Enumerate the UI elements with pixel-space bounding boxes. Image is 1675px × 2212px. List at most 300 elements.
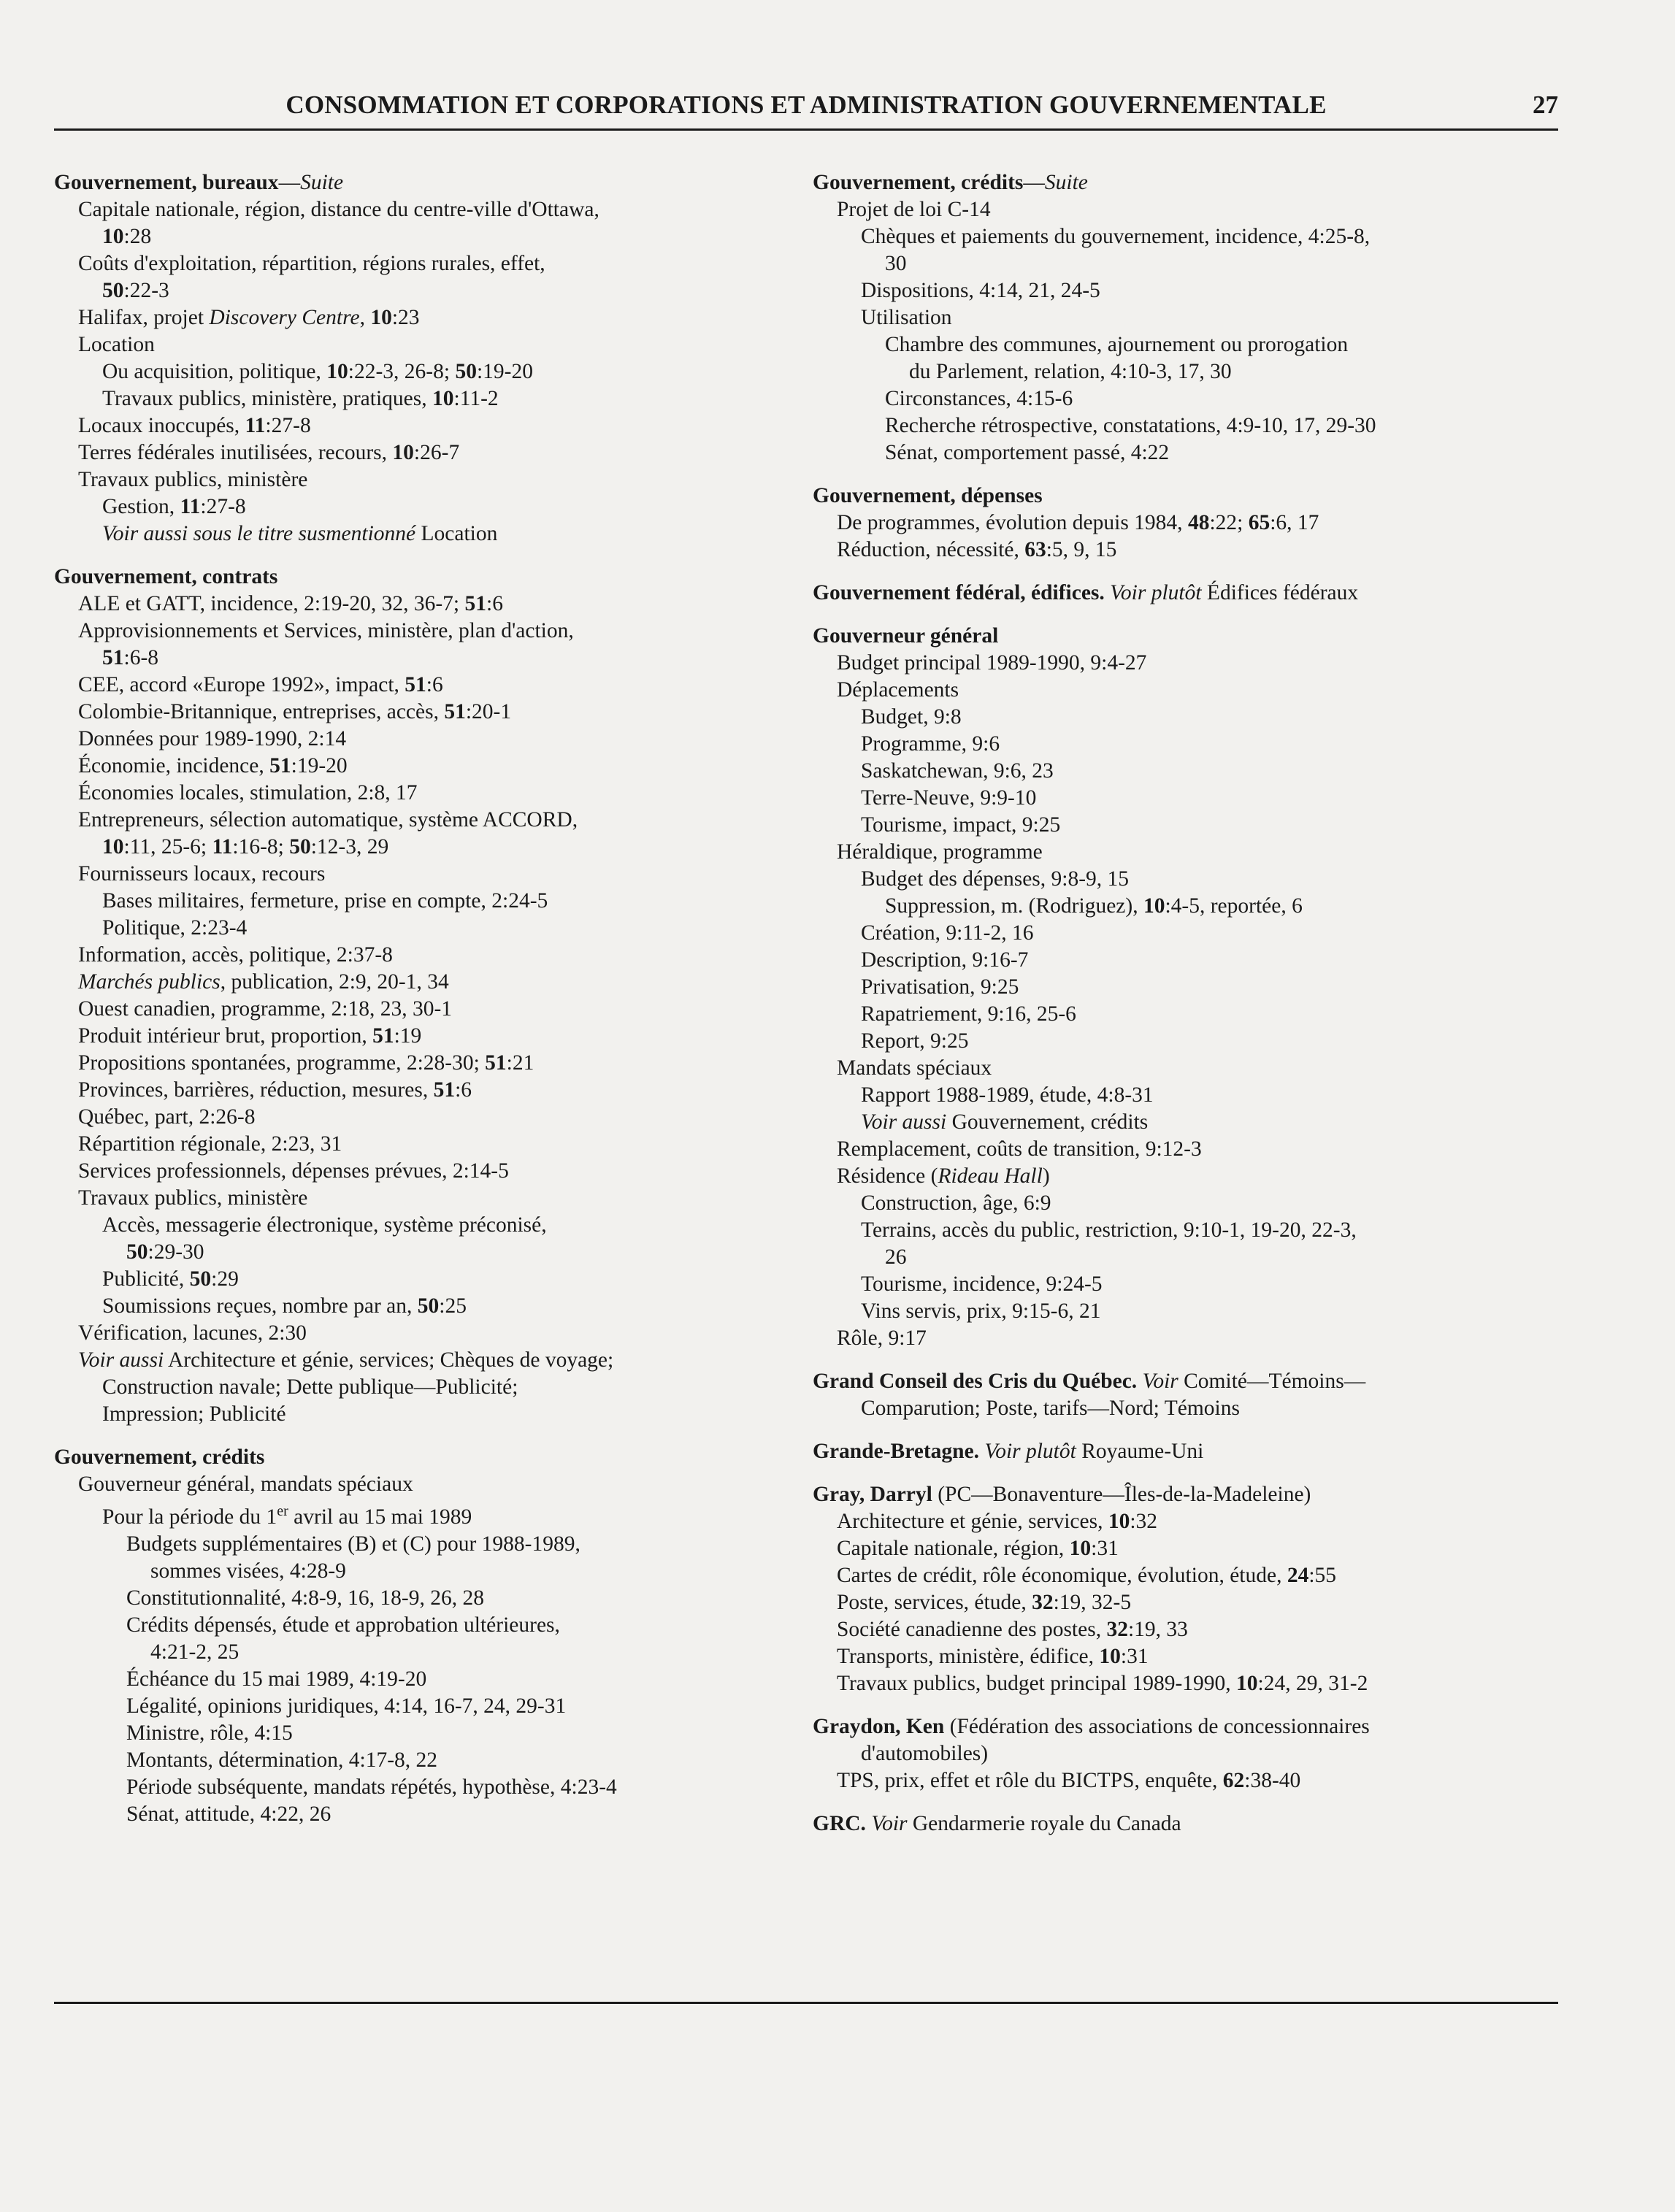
entry-reference: Comité—Témoins— (1178, 1370, 1366, 1393)
entry-text: Budget, 9:8 (861, 705, 962, 729)
index-entry-group (54, 169, 784, 548)
index-subentry (54, 1401, 784, 1428)
index-subentry (54, 915, 784, 942)
entry-text: :11, 25-6; (123, 835, 212, 859)
entry-heading-text: Gouvernement, crédits (813, 171, 1024, 194)
index-subentry (54, 1747, 784, 1774)
entry-text: Ou acquisition, politique, (102, 360, 327, 383)
header-rule (54, 128, 1558, 131)
entry-reference: :23 (391, 306, 420, 329)
entry-volume-number: 10 (1108, 1510, 1130, 1533)
index-subentry (54, 196, 784, 223)
entry-text: — (278, 171, 301, 194)
entry-volume-number: 51 (464, 592, 487, 615)
entry-text: :29-30 (147, 1240, 204, 1264)
entry-heading-text: Gouvernement, contrats (54, 565, 278, 588)
entry-text: Capitale nationale, région, distance du centre-ville d'Ottawa, (78, 198, 599, 221)
index-subentry (813, 1082, 1550, 1109)
entry-text: Propositions spontanées, programme, 2:28-30; (78, 1051, 486, 1075)
entry-reference: :21 (506, 1051, 534, 1075)
entry-text: Impression; Publicité (102, 1402, 286, 1426)
index-subentry (54, 385, 784, 412)
index-subentry (54, 331, 784, 358)
entry-volume-number: 63 (1024, 538, 1046, 561)
index-subentry (813, 1028, 1550, 1055)
entry-heading-text: Gouvernement, dépenses (813, 484, 1043, 507)
entry-italic-text: Suite (300, 171, 344, 194)
index-subentry (813, 1395, 1550, 1422)
index-subentry (813, 1055, 1550, 1082)
index-subentry (54, 1374, 784, 1401)
entry-volume-number: 50 (189, 1267, 212, 1291)
index-heading (813, 580, 1550, 607)
index-subentry (54, 942, 784, 969)
index-subentry (54, 834, 784, 861)
index-subentry (54, 645, 784, 672)
entry-volume-number: 11 (245, 414, 266, 437)
index-subentry (813, 1616, 1550, 1643)
entry-text: Crédits dépensés, étude et approbation ultérieures, (126, 1613, 560, 1637)
entry-text: Politique, 2:23-4 (102, 916, 248, 940)
entry-text: Période subséquente, mandats répétés, hypothèse, 4:23-4 (126, 1775, 617, 1799)
index-entry-group (813, 623, 1550, 1352)
entry-volume-number: 51 (433, 1078, 456, 1102)
entry-text: Coûts d'exploitation, répartition, régions rurales, effet, (78, 252, 545, 275)
entry-text: Location (415, 522, 498, 545)
entry-text: Déplacements (837, 678, 959, 702)
index-subentry (813, 1001, 1550, 1028)
entry-reference: :12-3, 29 (310, 835, 389, 859)
entry-italic-text: Voir plutôt (984, 1440, 1076, 1463)
entry-text: Réduction, nécessité, (837, 538, 1025, 561)
entry-text: Halifax, projet (78, 306, 210, 329)
entry-text: Utilisation (861, 306, 952, 329)
entry-heading-text: Graydon, Ken (813, 1715, 945, 1738)
index-subentry (813, 331, 1550, 358)
index-heading (813, 623, 1550, 650)
entry-reference: :26-7 (413, 441, 460, 464)
entry-italic-text: Suite (1044, 171, 1088, 194)
index-subentry (54, 969, 784, 996)
entry-text: Résidence ( (837, 1164, 938, 1188)
entry-text: Tourisme, incidence, 9:24-5 (861, 1272, 1103, 1296)
entry-text: Location (78, 333, 155, 356)
entry-heading-text: GRC. (813, 1812, 866, 1835)
entry-volume-number: 32 (1106, 1618, 1128, 1641)
index-subentry (813, 839, 1550, 866)
index-entry-group (54, 564, 784, 1428)
index-subentry (54, 618, 784, 645)
index-subentry (813, 1190, 1550, 1217)
index-subentry (54, 726, 784, 753)
index-subentry (54, 1558, 784, 1585)
entry-text: Bases militaires, fermeture, prise en compte, 2:24-5 (102, 889, 548, 913)
index-subentry (813, 358, 1550, 385)
index-subentry (54, 591, 784, 618)
entry-volume-number: 51 (269, 754, 291, 777)
entry-text: Cartes de crédit, rôle économique, évolution, étude, (837, 1564, 1287, 1587)
entry-volume-number: 62 (1222, 1769, 1245, 1792)
entry-text: Québec, part, 2:26-8 (78, 1105, 256, 1129)
entry-text: du Parlement, relation, 4:10-3, 17, 30 (909, 360, 1232, 383)
entry-text: De programmes, évolution depuis 1984, (837, 511, 1188, 534)
entry-heading-text: Gouverneur général (813, 624, 999, 648)
entry-text: Tourisme, impact, 9:25 (861, 813, 1061, 837)
entry-volume-number: 51 (102, 646, 124, 669)
entry-text: Publicité, (102, 1267, 190, 1291)
entry-reference: :6 (486, 592, 503, 615)
entry-reference: :27-8 (265, 414, 311, 437)
index-subentry (813, 893, 1550, 920)
entry-volume-number: 51 (372, 1024, 394, 1048)
entry-volume-number: 50 (102, 279, 124, 302)
index-subentry (813, 785, 1550, 812)
entry-text: 4:21-2, 25 (150, 1640, 239, 1664)
entry-reference: Gendarmerie royale du Canada (907, 1812, 1181, 1835)
entry-volume-number: 32 (1032, 1591, 1054, 1614)
entry-volume-number: 50 (126, 1240, 148, 1264)
entry-reference: avril au 15 mai 1989 (288, 1505, 472, 1529)
index-entry-group (813, 1438, 1550, 1465)
index-subentry (54, 250, 784, 277)
index-subentry (54, 1639, 784, 1666)
index-subentry (813, 974, 1550, 1001)
index-subentry (54, 672, 784, 699)
entry-text: (PC—Bonaventure—Îles-de-la-Madeleine) (932, 1483, 1311, 1506)
entry-text: Report, 9:25 (861, 1029, 969, 1053)
index-heading (813, 483, 1550, 510)
index-subentry (813, 412, 1550, 439)
entry-text: Approvisionnements et Services, ministère, plan d'action, (78, 619, 574, 642)
entry-text: Terre-Neuve, 9:9-10 (861, 786, 1037, 810)
entry-text: Travaux publics, ministère, pratiques, (102, 387, 432, 410)
entry-text: Construction, âge, 6:9 (861, 1191, 1051, 1215)
entry-text: Saskatchewan, 9:6, 23 (861, 759, 1054, 783)
entry-text: Société canadienne des postes, (837, 1618, 1107, 1641)
entry-text: Montants, détermination, 4:17-8, 22 (126, 1748, 438, 1772)
index-subentry (54, 1666, 784, 1693)
entry-text: Capitale nationale, région, (837, 1537, 1070, 1560)
entry-text: Privatisation, 9:25 (861, 975, 1019, 999)
entry-text: ALE et GATT, incidence, 2:19-20, 32, 36-7; (78, 592, 465, 615)
entry-volume-number: 50 (289, 835, 311, 859)
entry-text: Circonstances, 4:15-6 (885, 387, 1073, 410)
index-subentry (54, 1158, 784, 1185)
index-subentry (813, 196, 1550, 223)
index-subentry (813, 277, 1550, 304)
entry-italic-text: Marchés publics (78, 970, 221, 994)
index-subentry (54, 521, 784, 548)
index-subentry (54, 1531, 784, 1558)
entry-text: Fournisseurs locaux, recours (78, 862, 326, 886)
index-heading (54, 564, 784, 591)
index-subentry (54, 1612, 784, 1639)
entry-text: 30 (885, 252, 907, 275)
index-subentry (54, 1023, 784, 1050)
index-subentry (54, 412, 784, 439)
entry-volume-number: 10 (102, 835, 124, 859)
entry-reference: :16-8; (232, 835, 290, 859)
entry-reference: :6, 17 (1270, 511, 1319, 534)
index-entry-group (813, 1810, 1550, 1837)
entry-text: Entrepreneurs, sélection automatique, système ACCORD, (78, 808, 578, 832)
index-subentry (813, 731, 1550, 758)
entry-heading-text: Gouvernement fédéral, édifices. (813, 581, 1105, 604)
index-heading (813, 1713, 1550, 1740)
index-subentry (813, 1244, 1550, 1271)
index-subentry (813, 677, 1550, 704)
entry-text: Suppression, m. (Rodriguez), (885, 894, 1143, 918)
index-subentry (54, 1212, 784, 1239)
index-subentry (54, 861, 784, 888)
entry-text: Accès, messagerie électronique, système préconisé, (102, 1213, 547, 1237)
entry-text: — (1023, 171, 1045, 194)
entry-volume-number: 51 (485, 1051, 507, 1075)
entry-text: :6-8 (123, 646, 159, 669)
entry-text: Produit intérieur brut, proportion, (78, 1024, 373, 1048)
entry-text: CEE, accord «Europe 1992», impact, (78, 673, 405, 696)
entry-volume-number: 10 (392, 441, 414, 464)
index-subentry (813, 1109, 1550, 1136)
entry-reference: :31 (1091, 1537, 1119, 1560)
entry-text: Locaux inoccupés, (78, 414, 245, 437)
index-subentry (54, 780, 784, 807)
entry-text: Projet de loi C-14 (837, 198, 991, 221)
index-heading (54, 1444, 784, 1471)
entry-reference: Royaume-Uni (1076, 1440, 1204, 1463)
entry-reference: ) (1042, 1164, 1050, 1188)
index-subentry (54, 277, 784, 304)
entry-volume-number: 11 (212, 835, 233, 859)
entry-text: Héraldique, programme (837, 840, 1043, 864)
entry-italic-text: Voir aussi (78, 1348, 164, 1372)
index-subentry (54, 807, 784, 834)
index-subentry (813, 920, 1550, 947)
page-header (54, 86, 1558, 130)
entry-volume-number: 51 (405, 673, 426, 696)
entry-text: Gestion, (102, 495, 180, 518)
index-subentry (813, 1136, 1550, 1163)
index-subentry (813, 1298, 1550, 1325)
entry-heading-text: Grande-Bretagne. (813, 1440, 980, 1463)
entry-text: Vérification, lacunes, 2:30 (78, 1321, 307, 1345)
entry-text: Mandats spéciaux (837, 1056, 992, 1080)
index-subentry (813, 1271, 1550, 1298)
index-subentry (54, 358, 784, 385)
entry-text: Rapatriement, 9:16, 25-6 (861, 1002, 1076, 1026)
index-subentry (813, 812, 1550, 839)
index-subentry (54, 1774, 784, 1801)
entry-volume-number: 10 (1099, 1645, 1121, 1668)
index-heading (813, 1810, 1550, 1837)
entry-reference: :4-5, reportée, 6 (1165, 894, 1303, 918)
entry-italic-text: Voir aussi (861, 1110, 947, 1134)
entry-volume-number: 10 (326, 360, 348, 383)
index-subentry (54, 1693, 784, 1720)
entry-italic-text: Voir aussi sous le titre susmentionné (102, 522, 416, 545)
index-subentry (813, 1767, 1550, 1794)
index-subentry (813, 1163, 1550, 1190)
index-subentry (813, 1535, 1550, 1562)
page-number: 27 (1533, 91, 1558, 119)
entry-volume-number: 50 (417, 1294, 440, 1318)
entry-reference: :6 (426, 673, 443, 696)
entry-text: Ouest canadien, programme, 2:18, 23, 30-1 (78, 997, 453, 1021)
entry-volume-number: 10 (1236, 1672, 1258, 1695)
entry-text: Chambre des communes, ajournement ou prorogation (885, 333, 1349, 356)
entry-text: Économies locales, stimulation, 2:8, 17 (78, 781, 418, 804)
entry-reference: :5, 9, 15 (1046, 538, 1117, 561)
footer-rule (54, 2002, 1558, 2004)
index-subentry (813, 1643, 1550, 1670)
entry-text: Colombie-Britannique, entreprises, accès, (78, 700, 445, 723)
index-subentry (54, 1131, 784, 1158)
entry-heading-text: Gouvernement, crédits (54, 1445, 265, 1469)
index-subentry (54, 304, 784, 331)
entry-heading-text: Grand Conseil des Cris du Québec. (813, 1370, 1138, 1393)
entry-heading-text: Gouvernement, bureaux (54, 171, 279, 194)
entry-reference: :29 (211, 1267, 239, 1291)
entry-reference: :55 (1308, 1564, 1337, 1587)
entry-volume-number: 48 (1187, 511, 1210, 534)
entry-text: Sénat, attitude, 4:22, 26 (126, 1802, 331, 1826)
entry-volume-number: 11 (180, 495, 201, 518)
index-subentry (813, 250, 1550, 277)
index-subentry (813, 947, 1550, 974)
index-subentry (813, 1217, 1550, 1244)
index-subentry (54, 1585, 784, 1612)
index-subentry (813, 1670, 1550, 1697)
index-subentry (813, 704, 1550, 731)
index-entry-group (813, 169, 1550, 466)
index-heading (813, 1368, 1550, 1395)
index-subentry (54, 1720, 784, 1747)
entry-reference: :19, 33 (1127, 1618, 1188, 1641)
index-subentry (813, 385, 1550, 412)
index-subentry (813, 510, 1550, 537)
index-subentry (813, 304, 1550, 331)
entry-text: :28 (123, 225, 152, 248)
entry-text: Remplacement, coûts de transition, 9:12-3 (837, 1137, 1202, 1161)
entry-reference: :19-20 (291, 754, 348, 777)
index-heading (54, 169, 784, 196)
entry-text: Comparution; Poste, tarifs—Nord; Témoins (861, 1397, 1240, 1420)
entry-volume-number: 10 (1143, 894, 1165, 918)
entry-text: Sénat, comportement passé, 4:22 (885, 441, 1170, 464)
entry-text: Rapport 1988-1989, étude, 4:8-31 (861, 1083, 1154, 1107)
index-subentry (54, 439, 784, 466)
index-subentry (813, 1325, 1550, 1352)
entry-heading-text: Gray, Darryl (813, 1483, 932, 1506)
entry-text: 26 (885, 1245, 907, 1269)
entry-text: Création, 9:11-2, 16 (861, 921, 1034, 945)
entry-text: Échéance du 15 mai 1989, 4:19-20 (126, 1667, 427, 1691)
entry-text: Ministre, rôle, 4:15 (126, 1721, 293, 1745)
entry-reference: :27-8 (200, 495, 246, 518)
entry-text: , publication, 2:9, 20-1, 34 (220, 970, 449, 994)
index-subentry (54, 494, 784, 521)
entry-text: Constitutionnalité, 4:8-9, 16, 18-9, 26, 28 (126, 1586, 485, 1610)
index-subentry (813, 439, 1550, 466)
entry-text: Terrains, accès du public, restriction, 9:10-1, 19-20, 22-3, (861, 1218, 1357, 1242)
index-column-left (54, 169, 784, 1844)
entry-text (1137, 1370, 1142, 1393)
entry-text: Programme, 9:6 (861, 732, 1000, 756)
index-subentry (54, 996, 784, 1023)
entry-volume-number: 10 (102, 225, 124, 248)
index-subentry (813, 537, 1550, 564)
entry-text: Gouvernement, crédits (946, 1110, 1149, 1134)
entry-reference: :19 (394, 1024, 422, 1048)
index-subentry (813, 1508, 1550, 1535)
index-subentry (813, 1740, 1550, 1767)
entry-reference: :19-20 (476, 360, 533, 383)
index-subentry (813, 866, 1550, 893)
entry-text: Architecture et génie, services, (837, 1510, 1108, 1533)
entry-text: Recherche rétrospective, constatations, 4:9-10, 17, 29-30 (885, 414, 1376, 437)
entry-italic-text: Rideau Hall (938, 1164, 1043, 1188)
entry-italic-text: Discovery Centre (209, 306, 360, 329)
index-subentry (813, 1562, 1550, 1589)
index-subentry (54, 1347, 784, 1374)
entry-text: , (359, 306, 371, 329)
entry-superscript: er (277, 1503, 288, 1519)
entry-text: Dispositions, 4:14, 21, 24-5 (861, 279, 1100, 302)
index-heading (813, 1438, 1550, 1465)
entry-text: sommes visées, 4:28-9 (150, 1559, 346, 1583)
entry-text: Construction navale; Dette publique—Publicité; (102, 1375, 518, 1399)
entry-reference: Édifices fédéraux (1201, 581, 1359, 604)
entry-text: Information, accès, politique, 2:37-8 (78, 943, 393, 967)
entry-text: Budgets supplémentaires (B) et (C) pour 1988-1989, (126, 1532, 580, 1556)
entry-volume-number: 10 (432, 387, 454, 410)
index-subentry (54, 1801, 784, 1828)
index-heading (813, 169, 1550, 196)
entry-reference: :19, 32-5 (1053, 1591, 1132, 1614)
entry-italic-text: Voir (871, 1812, 908, 1835)
entry-text: Travaux publics, budget principal 1989-1990, (837, 1672, 1237, 1695)
entry-text: Vins servis, prix, 9:15-6, 21 (861, 1299, 1101, 1323)
entry-text: TPS, prix, effet et rôle du BICTPS, enquête, (837, 1769, 1223, 1792)
entry-volume-number: 10 (1069, 1537, 1092, 1560)
index-subentry (54, 1185, 784, 1212)
entry-text: d'automobiles) (861, 1742, 989, 1765)
entry-text: Chèques et paiements du gouvernement, incidence, 4:25-8, (861, 225, 1371, 248)
index-subentry (54, 1320, 784, 1347)
entry-text: Provinces, barrières, réduction, mesures, (78, 1078, 434, 1102)
entry-text: (Fédération des associations de concessionnaires (944, 1715, 1370, 1738)
index-entry-group (813, 483, 1550, 564)
entry-text: Terres fédérales inutilisées, recours, (78, 441, 393, 464)
index-subentry (54, 1050, 784, 1077)
entry-text: Données pour 1989-1990, 2:14 (78, 727, 347, 750)
index-column-right (813, 169, 1550, 1854)
entry-reference: :32 (1130, 1510, 1158, 1533)
entry-reference: :22; (1209, 511, 1249, 534)
index-subentry (54, 1498, 784, 1531)
entry-reference: :6 (455, 1078, 472, 1102)
entry-text: Légalité, opinions juridiques, 4:14, 16-7, 24, 29-31 (126, 1694, 567, 1718)
entry-reference: :22-3, 26-8; (348, 360, 456, 383)
entry-reference: :11-2 (453, 387, 499, 410)
index-subentry (54, 1077, 784, 1104)
index-subentry (54, 223, 784, 250)
entry-text: Transports, ministère, édifice, (837, 1645, 1100, 1668)
entry-reference: :24, 29, 31-2 (1257, 1672, 1368, 1695)
entry-text: :22-3 (123, 279, 169, 302)
entry-italic-text: Voir (1142, 1370, 1178, 1393)
entry-text: Travaux publics, ministère (78, 1186, 308, 1210)
